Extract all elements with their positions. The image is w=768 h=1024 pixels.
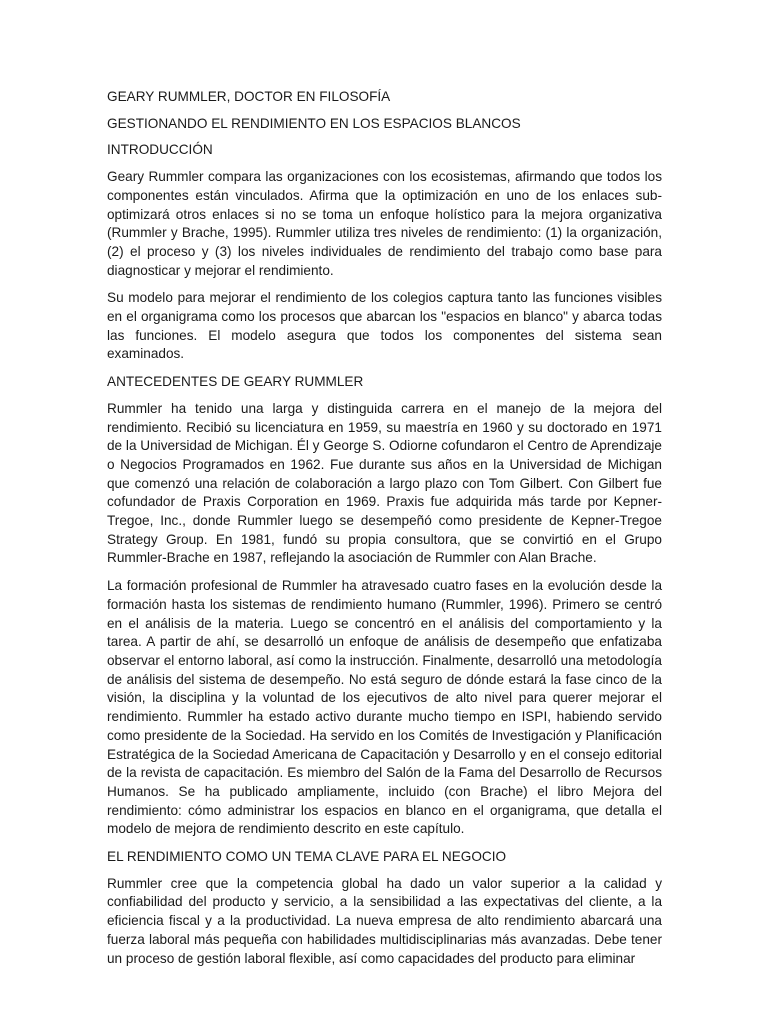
paragraph: Rummler cree que la competencia global ha dado un valor superior a la calidad y confiabilidad del producto y servicio, a la sensibilidad a las expectativas del cliente, a la eficiencia fiscal y a la productividad. La nueva empresa de alto rendimiento abarcará una fuerza laboral más pequeña con habilidades multidisciplinarias más avanzadas. Debe tener un proceso de gestión laboral flexible, así como capacidades del producto para eliminar	[107, 875, 662, 966]
document-body	[107, 88, 662, 977]
paragraph: Rummler ha tenido una larga y distinguida carrera en el manejo de la mejora del rendimiento. Recibió su licenciatura en 1959, su maestría en 1960 y su doctorado en 1971 de la Universidad de Michigan. Él y George S. Odiorne cofundaron el Centro de Aprendizaje o Negocios Programados en 1962. Fue durante sus años en la Universidad de Michigan que comenzó una relación de colaboración a largo plazo con Tom Gilbert. Con Gilbert fue cofundador de Praxis Corporation en 1969. Praxis fue adquirida más tarde por Kepner-Tregoe, Inc., donde Rummler luego se desempeñó como presidente de Kepner-Tregoe Strategy Group. En 1981, fundó su propia consultora, que se convirtió en el Grupo Rummler-Brache en 1987, reflejando la asociación de Rummler con Alan Brache.	[107, 400, 662, 566]
document-title: GEARY RUMMLER, DOCTOR EN FILOSOFÍA	[107, 89, 391, 104]
section-heading-introduccion: INTRODUCCIÓN	[107, 142, 213, 158]
paragraph: Su modelo para mejorar el rendimiento de los colegios captura tanto las funciones visibles en el organigrama como los procesos que abarcan los "espacios en blanco" y abarca todas las funciones. El modelo asegura que todos los componentes del sistema sean examinados.	[107, 290, 662, 362]
section-heading-rendimiento: EL RENDIMIENTO COMO UN TEMA CLAVE PARA EL NEGOCIO	[107, 849, 507, 865]
document-subtitle: GESTIONANDO EL RENDIMIENTO EN LOS ESPACIOS BLANCOS	[107, 115, 521, 131]
paragraph: Geary Rummler compara las organizaciones con los ecosistemas, afirmando que todos los componentes están vinculados. Afirma que la optimización en uno de los enlaces sub-optimizará otros enlaces si no se toma un enfoque holístico para la mejora organizativa (Rummler y Brache, 1995). Rummler utiliza tres niveles de rendimiento: (1) la organización, (2) el proceso y (3) los niveles individuales de rendimiento del trabajo como base para diagnosticar y mejorar el rendimiento.	[107, 169, 662, 278]
section-heading-antecedentes: ANTECEDENTES DE GEARY RUMMLER	[107, 374, 364, 390]
paragraph: La formación profesional de Rummler ha atravesado cuatro fases en la evolución desde la formación hasta los sistemas de rendimiento humano (Rummler, 1996). Primero se centró en el análisis de la materia. Luego se concentró en el análisis del comportamiento y la tarea. A partir de ahí, se desarrolló un enfoque de análisis de desempeño que enfatizaba observar el entorno laboral, así como la instrucción. Finalmente, desarrolló una metodología de análisis del sistema de desempeño. No está seguro de dónde estará la fase cinco de la visión, la disciplina y la voluntad de los ejecutivos de alto nivel para querer mejorar el rendimiento. Rummler ha estado activo durante mucho tiempo en ISPI, habiendo servido como presidente de la Sociedad. Ha servido en los Comités de Investigación y Planificación Estratégica de la Sociedad Americana de Capacitación y Desarrollo y en el consejo editorial de la revista de capacitación. Es miembro del Salón de la Fama del Desarrollo de Recursos Humanos. Se ha publicado ampliamente, incluido (con Brache) el libro Mejora del rendimiento: cómo administrar los espacios en blanco en el organigrama, que detalla el modelo de mejora de rendimiento descrito en este capítulo.	[107, 578, 662, 837]
